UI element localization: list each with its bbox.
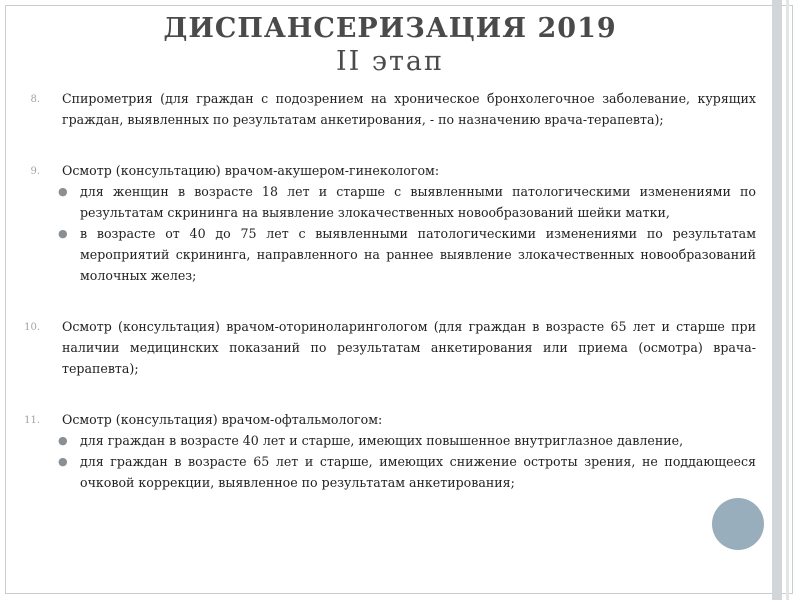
list-item-10 [0, 316, 770, 379]
item-text: Спирометрия (для граждан с подозрением на хроническое бронхолегочное заболевание, курящих граждан, выявленных по результатам анкетирования, - по назначению врача-терапевта); [62, 91, 756, 127]
item-number: 9. [30, 166, 40, 177]
right-decorative-stripe [786, 0, 789, 600]
bullet-icon: ● [58, 227, 68, 240]
bullet-icon: ● [58, 455, 68, 468]
list-item-11 [0, 409, 770, 430]
slide-content [0, 88, 770, 493]
list-item-9 [0, 160, 770, 181]
bullet-item [0, 451, 770, 493]
list-item-8 [0, 88, 770, 130]
decorative-circle [712, 498, 764, 550]
bullet-text: для граждан в возрасте 40 лет и старше, имеющих повышенное внутриглазное давление, [80, 433, 684, 448]
bullet-icon: ● [58, 185, 68, 198]
item-text: Осмотр (консультация) врачом-офтальмологом: [62, 412, 383, 427]
slide-title [0, 12, 780, 78]
item-text: Осмотр (консультацию) врачом-акушером-гинекологом: [62, 163, 440, 178]
bullet-text: в возрасте от 40 до 75 лет с выявленными патологическими изменениями по результатам мероприятий скрининга, направленного на раннее выявление злокачественных новообразований молочных желез; [80, 226, 756, 283]
bullet-text: для граждан в возрасте 65 лет и старше, имеющих снижение остроты зрения, не поддающееся очковой коррекции, выявленное по результатам анкетирования; [80, 454, 756, 490]
title-line-2: II этап [335, 46, 445, 77]
bullet-item [0, 430, 770, 451]
title-line-1: ДИСПАНСЕРИЗАЦИЯ 2019 [163, 13, 617, 44]
item-number: 8. [30, 94, 40, 105]
item-text: Осмотр (консультация) врачом-оториноларингологом (для граждан в возрасте 65 лет и старше при наличии медицинских показаний по результатам анкетирования или приема (осмотра) врача-терапевта); [62, 319, 756, 376]
bullet-icon: ● [58, 434, 68, 447]
bullet-item [0, 223, 770, 286]
item-number: 10. [24, 322, 40, 333]
bullet-text: для женщин в возрасте 18 лет и старше с выявленными патологическими изменениями по результатам скрининга на выявление злокачественных новообразований шейки матки, [80, 184, 756, 220]
item-number: 11. [24, 415, 40, 426]
bullet-item [0, 181, 770, 223]
right-decorative-bar [772, 0, 782, 600]
